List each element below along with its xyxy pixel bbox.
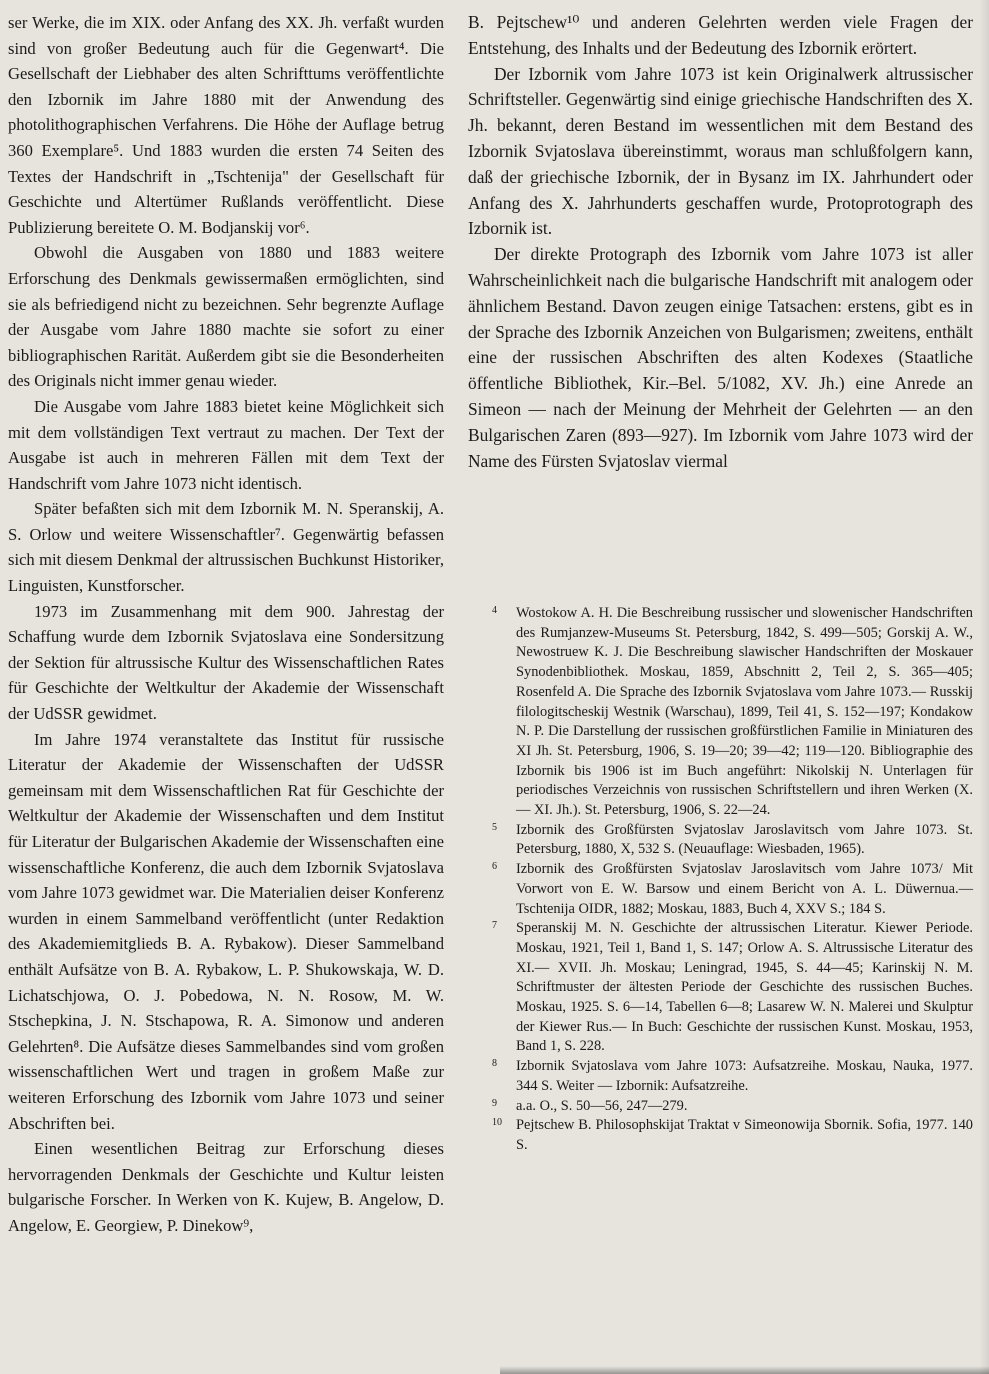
paragraph: B. Pejtschew¹⁰ und anderen Gelehrten werden viele Fragen der Entstehung, des Inhalts und der Bedeutung des Izbornik erörtert. bbox=[468, 12, 973, 58]
footnote bbox=[492, 1116, 973, 1155]
footnote-number: 5 bbox=[492, 821, 497, 833]
footnote-number: 9 bbox=[492, 1097, 497, 1109]
footnote-text: Pejtschew B. Philosophskijat Traktat v Simeonowija Sbornik. Sofia, 1977. 140 S. bbox=[516, 1117, 973, 1153]
footnote-text: Wostokow A. H. Die Beschreibung russischer und slowenischer Handschriften des Rumjanzew-Museums St. Petersburg, 1842, S. 499—505; Gorskij A. W., Newostruew K. J. Die Beschreibung slawischer Handschriften der Moskauer Synodenbibliothek. Moskau, 1859, Abschnitt 2, Teil 2, S. 365—405; Rosenfeld A. Die Sprache des Izbornik Svjatoslava vom Jahre 1073.— Russkij filologitscheskij Westnik (Warschau), 1899, Teil 41, S. 152—197; Kondakow N. P. Die Darstellung der russischen großfürstlichen Familie in Miniaturen des XI Jh. St. Petersburg, 1906, S. 19—20; 39—42; 119—120. Bibliographie des Izbornik bis 1906 ist im Buch angeführt: Nikolskij N. Unterlagen für periodisches Verzeichnis von russischen Schriftstellern und ihren Werken (X.— XI. Jh.). St. Petersburg, 1906, S. 22—24. bbox=[516, 605, 973, 819]
paragraph: Obwohl die Ausgaben von 1880 und 1883 weitere Erforschung des Denkmals gewissermaßen ermöglichten, sind sie als befriedigend nicht zu bezeichnen. Sehr begrenzte Auflage der Ausgabe vom Jahre 1880 machte sie sofort zu einer bibliographischen Rarität. Außerdem gibt sie die Besonderheiten des Originals nicht immer genau wieder. bbox=[8, 243, 444, 391]
paragraph: Einen wesentlichen Beitrag zur Erforschung dieses hervorragenden Denkmals der Geschichte und Kultur leisten bulgarische Forscher. In Werken von K. Kujew, B. Angelow, D. Angelow, E. Georgiew, P. Dinekow⁹, bbox=[8, 1139, 444, 1235]
footnote-text: Speranskij M. N. Geschichte der altrussischen Literatur. Kiewer Periode. Moskau, 1921, Teil 1, Band 1, S. 147; Orlow A. S. Altrussische Literatur des XI.— XVII. Jh. Moskau; Leningrad, 1945, S. 44—45; Karinskij N. M. Schriftmuster der ältesten Periode der Geschichte des russischen Buches. Moskau, 1925. S. 6—14, Tabellen 6—8; Lasarew W. N. Malerei und Skulptur der Kiewer Rus.— In Buch: Geschichte der russischen Kunst. Moskau, 1953, Band 1, S. 228. bbox=[516, 920, 973, 1055]
footnote-number: 10 bbox=[492, 1117, 502, 1129]
footnote bbox=[492, 1097, 973, 1117]
footnote bbox=[492, 604, 973, 821]
page-edge-shadow bbox=[979, 0, 989, 1374]
paragraph: ser Werke, die im XIX. oder Anfang des XX. Jh. verfaßt wurden sind von großer Bedeutung auch für die Gegenwart⁴. Die Gesellschaft der Liebhaber des alten Schrifttums veröffentlichte den Izbornik im Jahre 1880 mit der Anwendung des photolithographischen Verfahrens. Die Höhe der Auflage betrug 360 Exemplare⁵. Und 1883 wurden die ersten 74 Seiten des Textes der Handschrift in „Tschtenija" der Gesellschaft für Geschichte und Altertümer Rußlands veröffentlicht. Diese Publizierung bereitete O. M. Bodjanskij vor⁶. bbox=[8, 13, 444, 237]
footnote-number: 6 bbox=[492, 861, 497, 873]
paragraph: Im Jahre 1974 veranstaltete das Institut für russische Literatur der Akademie der Wissenschaften der UdSSR gemeinsam mit dem Wissenschaftlichen Rat für Geschichte der Weltkultur der Akademie der Wissenschaften und dem Institut für Literatur der Bulgarischen Akademie der Wissenschaften eine wissenschaftliche Konferenz, die auch dem Izbornik Svjatoslava vom Jahre 1073 gewidmet war. Die Materialien deiser Konferenz wurden in einem Sammelband veröffentlicht (unter Redaktion des Akademiemitglieds B. A. Rybakow). Dieser Sammelband enthält Aufsätze von B. A. Rybakow, L. P. Shukowskaja, W. D. Lichatschjowa, O. J. Pobedowa, N. N. Rosow, M. W. Stschepkina, J. N. Stschapowa, R. A. Simonow und anderen Gelehrten⁸. Die Aufsätze dieses Sammelbandes sind vom großen wissenschaftlichen Wert und tragen in großem Maße zur weiteren Erforschung des Izbornik vom Jahre 1073 und seiner Abschriften bei. bbox=[8, 729, 444, 1133]
paragraph: Der direkte Protograph des Izbornik vom Jahre 1073 ist aller Wahrscheinlichkeit nach die bulgarische Handschrift mit analogem oder ähnlichem Bestand. Davon zeugen einige Tatsachen: erstens, gibt es in der Sprache des Izbornik Anzeichen von Bulgarismen; zweitens, enthält eine der russischen Abschriften des alten Kodexes (Staatliche öffentliche Bibliothek, Kir.–Bel. 5/1082, XV. Jh.) eine Anrede an Simeon — nach der Meinung der Mehrheit der Gelehrten — an den Bulgarischen Zaren (893—927). Im Izbornik vom Jahre 1073 wird der Name des Fürsten Svjatoslav viermal bbox=[468, 244, 973, 471]
footnote-text: Izbornik Svjatoslava vom Jahre 1073: Aufsatzreihe. Moskau, Nauka, 1977. 344 S. Weiter — Izbornik: Aufsatzreihe. bbox=[516, 1058, 973, 1094]
paragraph: 1973 im Zusammenhang mit dem 900. Jahrestag der Schaffung wurde dem Izbornik Svjatoslava eine Sondersitzung der Sektion für altrussische Kultur des Wissenschaftlichen Rates für Geschichte der Weltkultur der Akademie der Wissenschaft der UdSSR gewidmet. bbox=[8, 601, 444, 724]
footnote bbox=[492, 919, 973, 1057]
paragraph: Die Ausgabe vom Jahre 1883 bietet keine Möglichkeit sich mit dem vollständigen Text vertraut zu machen. Der Text der Ausgabe ist auch in mehreren Fällen mit dem Text der Handschrift vom Jahre 1073 nicht identisch. bbox=[8, 396, 444, 493]
footnote-number: 7 bbox=[492, 920, 497, 932]
page-bottom-shadow bbox=[500, 1366, 989, 1374]
footnotes bbox=[492, 604, 973, 1156]
paragraph: Später befaßten sich mit dem Izbornik M. N. Speranskij, A. S. Orlow und weitere Wissenschaftler⁷. Gegenwärtig befassen sich mit diesem Denkmal der altrussischen Buchkunst Historiker, Linguisten, Kunstforscher. bbox=[8, 499, 444, 596]
left-text-column bbox=[8, 10, 444, 1239]
footnote-number: 4 bbox=[492, 605, 497, 616]
paragraph: Der Izbornik vom Jahre 1073 ist kein Originalwerk altrussischer Schriftsteller. Gegenwärtig sind einige griechische Handschriften des X. Jh. bekannt, deren Bestand im wessentlichen mit dem Bestand des Izbornik Svjatoslava übereinstimmt, woraus man schlußfolgern kann, daß der griechische Izbornik, der in Bysanz im IX. Jahrhundert oder Anfang des X. Jahrhunderts geschaffen wurde, Protoprotograph des Izbornik ist. bbox=[468, 63, 973, 239]
footnote bbox=[492, 860, 973, 919]
footnote-text: Izbornik des Großfürsten Svjatoslav Jaroslavitsch vom Jahre 1073. St. Petersburg, 1880, X, 532 S. (Neuauflage: Wiesbaden, 1965). bbox=[516, 821, 973, 858]
footnote bbox=[492, 1057, 973, 1096]
right-text-column bbox=[468, 10, 973, 474]
footnote-text: Izbornik des Großfürsten Svjatoslav Jaroslavitsch vom Jahre 1073/ Mit Vorwort von E. W. Barsow und einem Bericht von A. L. Düwernua.— Tschtenija OIDR, 1882; Moskau, 1883, Buch 4, XXV S.; 184 S. bbox=[516, 861, 973, 917]
footnote-text: a.a. O., S. 50—56, 247—279. bbox=[516, 1097, 688, 1114]
footnote-number: 8 bbox=[492, 1058, 497, 1070]
footnote bbox=[492, 821, 973, 860]
